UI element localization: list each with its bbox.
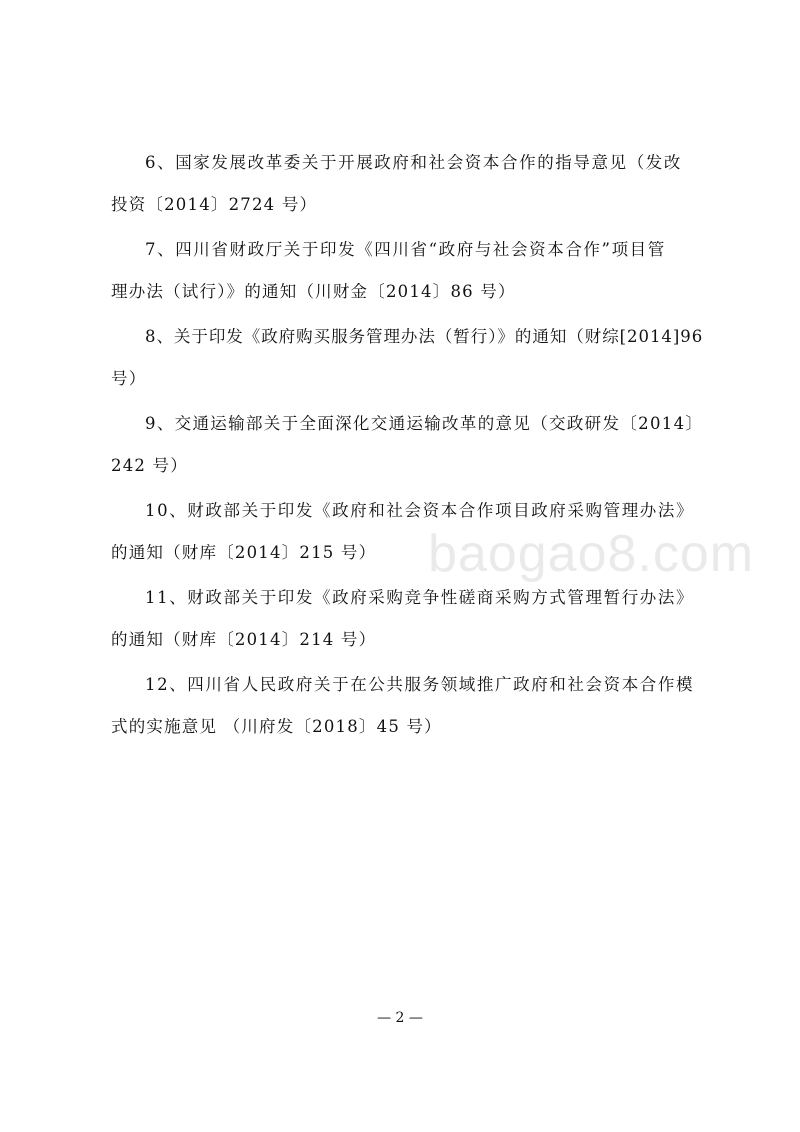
watermark: baogao8.com xyxy=(428,525,755,583)
list-item-line: 的通知（财库〔2014〕214 号） xyxy=(111,630,377,649)
list-item-line: 7、四川省财政厅关于印发《四川省“政府与社会资本合作”项目管 xyxy=(145,240,666,259)
list-item-line: 号） xyxy=(111,369,147,388)
list-item-line: 6、国家发展改革委关于开展政府和社会资本合作的指导意见（发改 xyxy=(145,153,682,172)
page-number: — 2 — xyxy=(377,1010,423,1026)
list-item-line: 9、交通运输部关于全面深化交通运输改革的意见（交政研发〔2014〕 xyxy=(145,414,704,433)
list-item-line: 投资〔2014〕2724 号） xyxy=(111,195,318,214)
list-item-line: 的通知（财库〔2014〕215 号） xyxy=(111,543,377,562)
list-item-line: 11、财政部关于印发《政府采购竞争性磋商采购方式管理暂行办法》 xyxy=(145,588,695,607)
list-item-line: 8、关于印发《政府购买服务管理办法（暂行）》的通知（财综[2014]96 xyxy=(145,327,704,346)
list-item-line: 式的实施意见 （川府发〔2018〕45 号） xyxy=(111,717,442,736)
list-item-line: 242 号） xyxy=(111,456,188,475)
list-item-line: 10、财政部关于印发《政府和社会资本合作项目政府采购管理办法》 xyxy=(145,501,695,520)
list-item-line: 理办法（试行）》的通知（川财金〔2014〕86 号） xyxy=(111,282,516,301)
list-item-line: 12、四川省人民政府关于在公共服务领域推广政府和社会资本合作模 xyxy=(145,675,695,694)
